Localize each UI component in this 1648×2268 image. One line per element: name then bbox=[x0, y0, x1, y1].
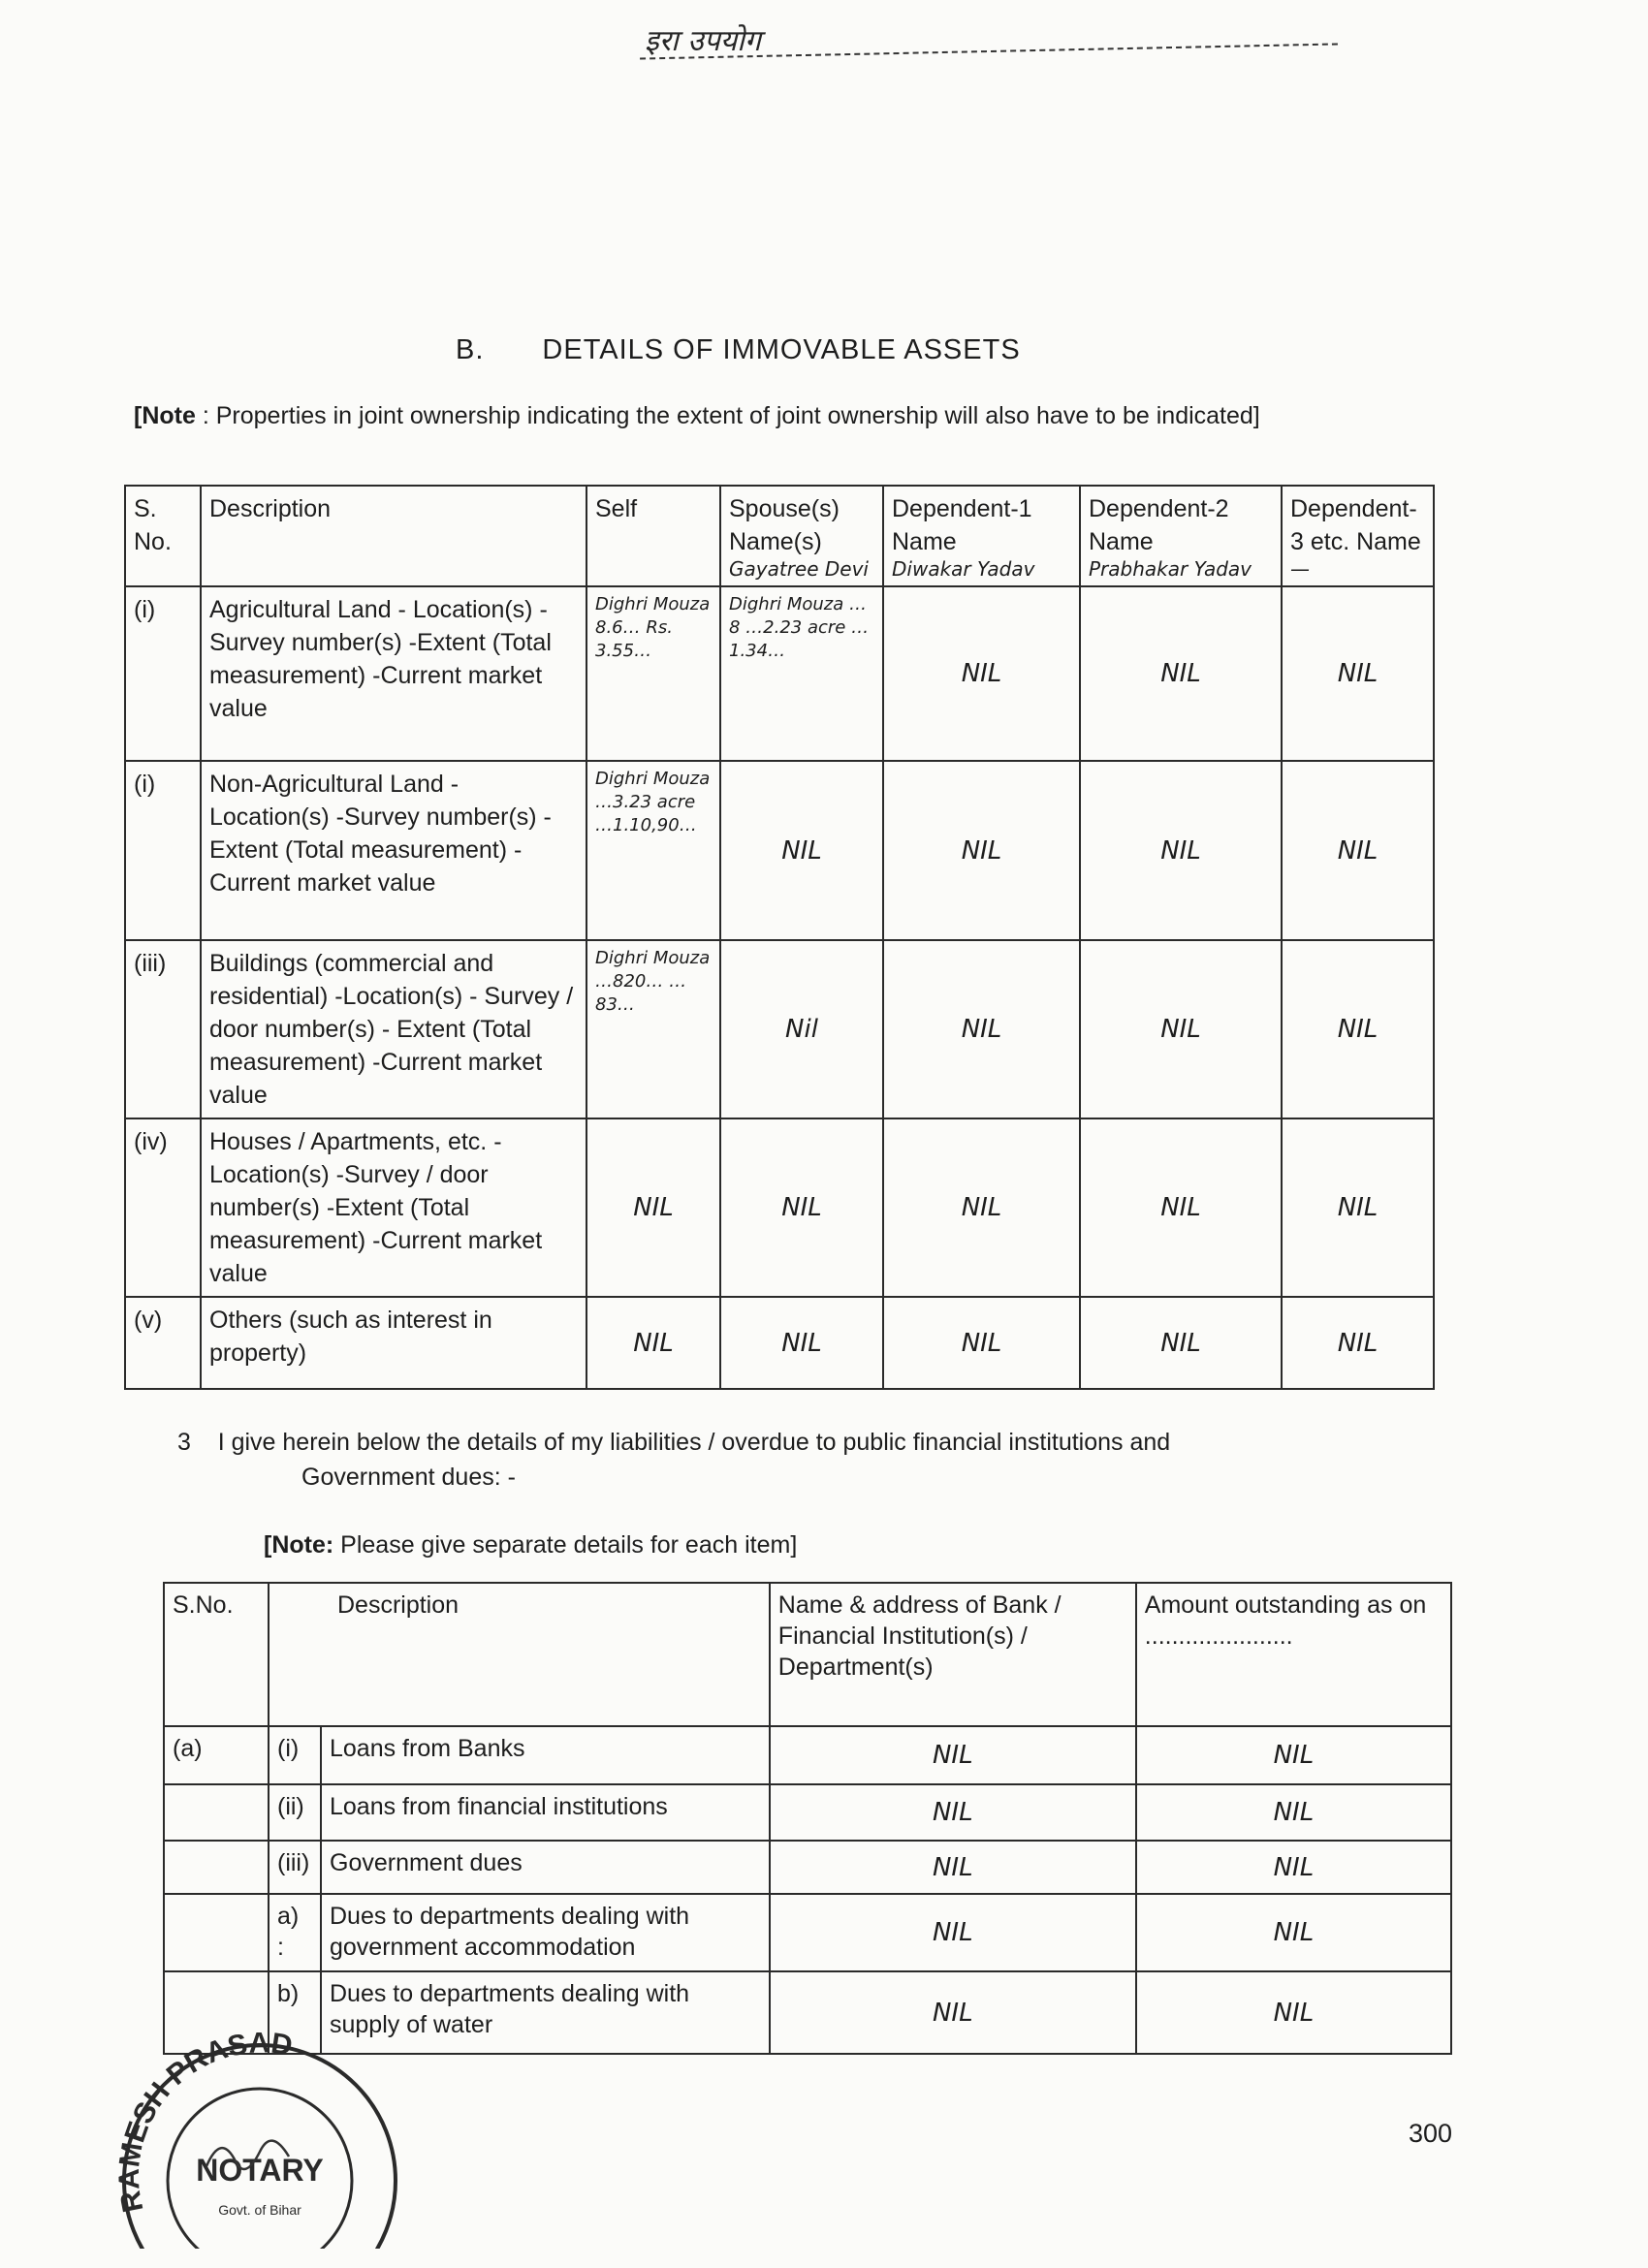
header-dependent-1 bbox=[883, 486, 1080, 586]
header-description: Description bbox=[201, 486, 586, 586]
row-description: Dues to departments dealing with government accommodation bbox=[321, 1894, 770, 1971]
row-spouse-value: Dighri Mouza …8 …2.23 acre …1.34… bbox=[720, 586, 883, 761]
stamp-name: RAMESH PRASAD bbox=[112, 2027, 295, 2216]
stamp-title: NOTARY bbox=[196, 2153, 324, 2188]
row-sno bbox=[164, 1841, 269, 1894]
note-label: [Note bbox=[134, 402, 196, 429]
row-self-value: NIL bbox=[586, 1297, 720, 1389]
row-dep1-value: NIL bbox=[883, 586, 1080, 761]
section-letter: B. bbox=[456, 334, 485, 365]
notary-stamp bbox=[105, 2026, 415, 2249]
header-spouse bbox=[720, 486, 883, 586]
row-description: Agricultural Land - Location(s) -Survey number(s) -Extent (Total measurement) -Current market value bbox=[201, 586, 586, 761]
row-dep2-value: NIL bbox=[1080, 1118, 1282, 1297]
row-dep2-value: NIL bbox=[1080, 1297, 1282, 1389]
row-description: Buildings (commercial and residential) -Location(s) - Survey / door number(s) - Extent (Total measurement) -Current market value bbox=[201, 940, 586, 1118]
note-separate-details bbox=[264, 1531, 797, 1559]
row-sno bbox=[164, 1894, 269, 1971]
header-dep2-label: Dependent-2 Name bbox=[1089, 495, 1229, 555]
row-dep1-value: NIL bbox=[883, 1118, 1080, 1297]
spouse-name: Gayatree Devi bbox=[729, 557, 869, 581]
liabilities-paragraph bbox=[177, 1425, 1370, 1495]
table-row bbox=[164, 1894, 1451, 1971]
row-sno: (iv) bbox=[125, 1118, 201, 1297]
row-dep3-value: NIL bbox=[1282, 1297, 1434, 1389]
row-dep1-value: NIL bbox=[883, 1297, 1080, 1389]
dependent-1-name: Diwakar Yadav bbox=[892, 557, 1035, 581]
row-bank-value: NIL bbox=[770, 1841, 1136, 1894]
row-bank-value: NIL bbox=[770, 1784, 1136, 1841]
row-self-value: Dighri Mouza …820… …83… bbox=[586, 940, 720, 1118]
row-self-value: Dighri Mouza …3.23 acre …1.10,90… bbox=[586, 761, 720, 940]
row-dep3-value: NIL bbox=[1282, 586, 1434, 761]
table-row bbox=[125, 586, 1434, 761]
table-row bbox=[125, 1297, 1434, 1389]
row-description: Houses / Apartments, etc. - Location(s) -Survey / door number(s) -Extent (Total measurement) -Current market value bbox=[201, 1118, 586, 1297]
stamp-region: Govt. of Bihar bbox=[218, 2202, 301, 2218]
header-dependent-2 bbox=[1080, 486, 1282, 586]
table-row bbox=[125, 1118, 1434, 1297]
immovable-assets-table bbox=[124, 485, 1435, 1390]
note-joint-ownership bbox=[134, 395, 1404, 436]
liabilities-table bbox=[163, 1582, 1452, 2055]
header-spouse-label: Spouse(s) Name(s) bbox=[729, 495, 840, 555]
row-amount-value: NIL bbox=[1136, 1894, 1451, 1971]
header-amount: Amount outstanding as on ...................... bbox=[1136, 1583, 1451, 1726]
row-description: Loans from financial institutions bbox=[321, 1784, 770, 1841]
row-sub-number: (iii) bbox=[269, 1841, 321, 1894]
row-sub-number: b) bbox=[269, 1971, 321, 2054]
header-dep1-label: Dependent-1 Name bbox=[892, 495, 1032, 555]
header-sno: S. No. bbox=[125, 486, 201, 586]
section-heading: DETAILS OF IMMOVABLE ASSETS bbox=[542, 334, 1021, 365]
paragraph-number: 3 bbox=[177, 1429, 191, 1456]
liabilities-header-row bbox=[164, 1583, 1451, 1726]
row-dep3-value: NIL bbox=[1282, 761, 1434, 940]
assets-header-row bbox=[125, 486, 1434, 586]
row-dep2-value: NIL bbox=[1080, 940, 1282, 1118]
row-description: Loans from Banks bbox=[321, 1726, 770, 1784]
row-amount-value: NIL bbox=[1136, 1841, 1451, 1894]
table-row bbox=[125, 940, 1434, 1118]
table-row bbox=[164, 1784, 1451, 1841]
row-dep3-value: NIL bbox=[1282, 1118, 1434, 1297]
paragraph-line-1: I give herein below the details of my liabilities / overdue to public financial institutions and bbox=[217, 1429, 1171, 1456]
row-bank-value: NIL bbox=[770, 1726, 1136, 1784]
row-description: Non-Agricultural Land - Location(s) -Survey number(s) -Extent (Total measurement) -Current market value bbox=[201, 761, 586, 940]
header-sno: S.No. bbox=[164, 1583, 269, 1726]
top-handwritten-note: इरा उपयोग bbox=[645, 24, 761, 58]
row-sub-number: (ii) bbox=[269, 1784, 321, 1841]
row-spouse-value: NIL bbox=[720, 761, 883, 940]
row-sub-number: (i) bbox=[269, 1726, 321, 1784]
row-sno: (v) bbox=[125, 1297, 201, 1389]
row-sno: (i) bbox=[125, 761, 201, 940]
row-description: Dues to departments dealing with supply of water bbox=[321, 1971, 770, 2054]
row-self-value: NIL bbox=[586, 1118, 720, 1297]
header-self: Self bbox=[586, 486, 720, 586]
section-title bbox=[456, 334, 1021, 366]
row-description: Government dues bbox=[321, 1841, 770, 1894]
row-bank-value: NIL bbox=[770, 1971, 1136, 2054]
row-dep1-value: NIL bbox=[883, 940, 1080, 1118]
row-spouse-value: NIL bbox=[720, 1297, 883, 1389]
row-self-value: Dighri Mouza 8.6… Rs. 3.55… bbox=[586, 586, 720, 761]
row-dep1-value: NIL bbox=[883, 761, 1080, 940]
paragraph-line-2: Government dues: - bbox=[301, 1464, 516, 1491]
note-text: Please give separate details for each item] bbox=[340, 1531, 798, 1559]
row-sub-number: a) : bbox=[269, 1894, 321, 1971]
dependent-3-name: — bbox=[1290, 557, 1310, 581]
row-sno: (a) bbox=[164, 1726, 269, 1784]
header-bank: Name & address of Bank / Financial Institution(s) / Department(s) bbox=[770, 1583, 1136, 1726]
row-spouse-value: NIL bbox=[720, 1118, 883, 1297]
row-sno bbox=[164, 1784, 269, 1841]
header-description: Description bbox=[269, 1583, 770, 1726]
dependent-2-name: Prabhakar Yadav bbox=[1089, 557, 1252, 581]
row-bank-value: NIL bbox=[770, 1894, 1136, 1971]
note-label: [Note: bbox=[264, 1531, 334, 1559]
row-amount-value: NIL bbox=[1136, 1971, 1451, 2054]
row-amount-value: NIL bbox=[1136, 1784, 1451, 1841]
header-dep3-label: Dependent-3 etc. Name bbox=[1290, 495, 1421, 555]
row-description: Others (such as interest in property) bbox=[201, 1297, 586, 1389]
table-row bbox=[164, 1726, 1451, 1784]
page-number: 300 bbox=[1409, 2119, 1453, 2148]
table-row bbox=[125, 761, 1434, 940]
row-spouse-value: Nil bbox=[720, 940, 883, 1118]
row-dep2-value: NIL bbox=[1080, 761, 1282, 940]
header-dependent-3 bbox=[1282, 486, 1434, 586]
row-dep2-value: NIL bbox=[1080, 586, 1282, 761]
row-dep3-value: NIL bbox=[1282, 940, 1434, 1118]
row-amount-value: NIL bbox=[1136, 1726, 1451, 1784]
table-row bbox=[164, 1841, 1451, 1894]
note-text: : Properties in joint ownership indicating the extent of joint ownership will also have to be indicated] bbox=[202, 402, 1260, 429]
row-sno: (iii) bbox=[125, 940, 201, 1118]
row-sno: (i) bbox=[125, 586, 201, 761]
